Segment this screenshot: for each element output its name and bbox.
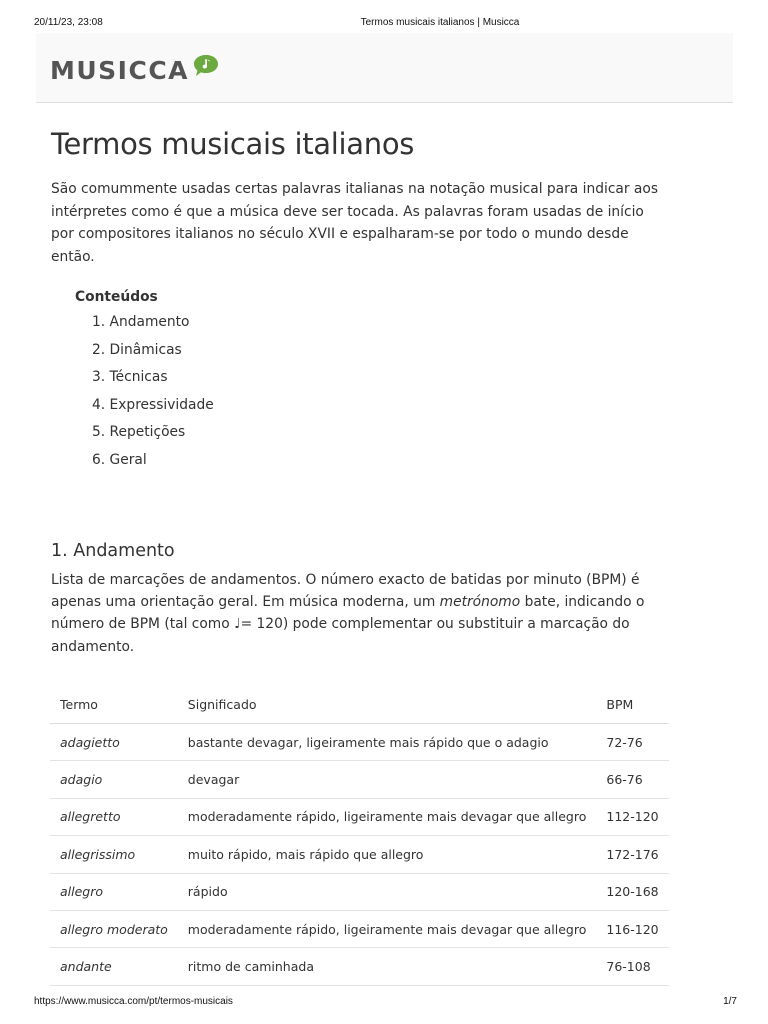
print-header (0, 17, 768, 31)
meaning-cell: devagar (178, 761, 597, 798)
table-row (50, 873, 669, 910)
bpm-cell: 76-108 (596, 948, 668, 985)
logo-text: MUSICCA (50, 55, 190, 85)
section-intro-text: Lista de marcações de andamentos. O número exacto de batidas por minuto (BPM) é apenas uma orientação geral. Em música moderna, um (51, 572, 640, 611)
print-footer (0, 996, 768, 1010)
toc-item-expressividade[interactable]: 4. Expressividade (92, 396, 214, 413)
meaning-cell: rápido (178, 873, 597, 910)
table-row (50, 910, 669, 947)
print-date: 20/11/23, 23:08 (34, 17, 103, 28)
term-cell: allegretto (50, 798, 178, 835)
toc-title: Conteúdos (75, 289, 158, 305)
table-row (50, 798, 669, 835)
term-cell: allegro (50, 873, 178, 910)
term-cell: adagio (50, 761, 178, 798)
bpm-cell: 66-76 (596, 761, 668, 798)
bpm-cell: 120-168 (596, 873, 668, 910)
toc-item-dinamicas[interactable]: 2. Dinâmicas (92, 341, 182, 358)
bpm-cell: 72-76 (596, 724, 668, 761)
page-title: Termos musicais italianos (51, 127, 415, 161)
toc-item-tecnicas[interactable]: 3. Técnicas (92, 369, 168, 385)
meaning-cell: moderadamente rápido, ligeiramente mais devagar que allegro (178, 910, 597, 947)
page-intro: São comummente usadas certas palavras italianas na notação musical para indicar aos intérpretes como é que a música deve ser tocada. As palavras foram usadas de início por compositores italianos no século XVII e espalharam-se por todo o mundo desde então. (51, 181, 659, 265)
meaning-cell: bastante devagar, ligeiramente mais rápido que o adagio (178, 724, 597, 761)
table-row (50, 836, 669, 873)
print-url: https://www.musicca.com/pt/termos-musicais (34, 996, 233, 1007)
section-andamento (51, 540, 671, 658)
meaning-cell: moderadamente rápido, ligeiramente mais devagar que allegro (178, 798, 597, 835)
term-cell: adagietto (50, 724, 178, 761)
toc-item-andamento[interactable]: 1. Andamento (92, 314, 190, 330)
site-header (36, 33, 733, 103)
toc-item-geral[interactable]: 6. Geral (92, 451, 147, 468)
table-row (50, 724, 669, 761)
table-header-row (50, 686, 669, 724)
term-cell: andante (50, 948, 178, 985)
speech-bubble-note-icon (193, 54, 217, 76)
print-page-number: 1/7 (723, 996, 737, 1007)
metronome-term: metrónomo (439, 594, 521, 611)
column-header-term: Termo (50, 686, 178, 724)
term-cell: allegrissimo (50, 836, 178, 873)
print-page-title: Termos musicais italianos | Musicca (360, 17, 520, 28)
meaning-cell: muito rápido, mais rápido que allegro (178, 836, 597, 873)
table-row (50, 761, 669, 798)
tempo-table (50, 686, 669, 986)
bpm-cell: 172-176 (596, 836, 668, 873)
column-header-bpm: BPM (596, 686, 668, 724)
bpm-cell: 112-120 (596, 798, 668, 835)
section-intro (51, 569, 671, 658)
term-cell: allegro moderato (50, 910, 178, 947)
meaning-cell: ritmo de caminhada (178, 948, 597, 985)
bpm-cell: 116-120 (596, 910, 668, 947)
table-of-contents (75, 287, 214, 474)
section-intro-text-cont: bate, indicando o número de BPM (tal como ♩= 120) pode complementar ou substituir a marcação do andamento. (51, 594, 645, 655)
site-logo[interactable] (50, 53, 217, 87)
toc-list (75, 309, 214, 474)
table-row (50, 948, 669, 985)
toc-item-repeticoes[interactable]: 5. Repetições (92, 424, 186, 440)
column-header-meaning: Significado (178, 686, 597, 724)
section-heading: 1. Andamento (51, 541, 175, 561)
